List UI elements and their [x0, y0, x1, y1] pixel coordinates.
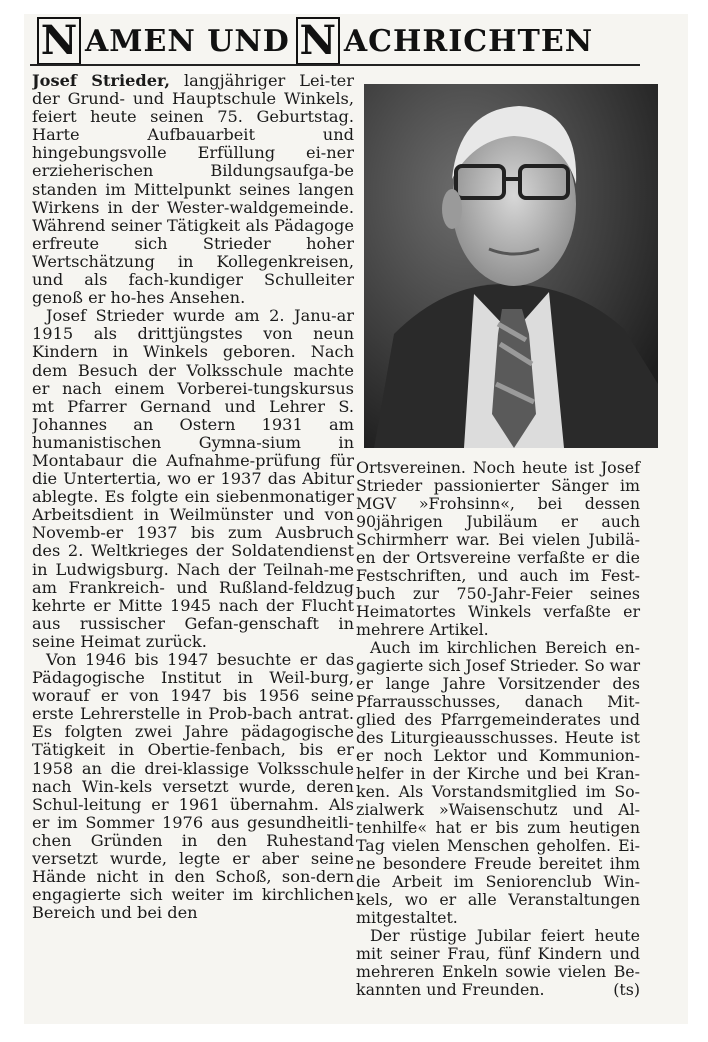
masthead-text-1: AMEN UND: [85, 23, 290, 59]
article-lead-name: Josef Strieder,: [32, 72, 171, 90]
article-paragraph-3-continued: Ortsvereinen. Noch heute ist Josef Strieder passionierter Sänger im MGV »Frohsinn«, bei dessen 90jährigen Jubiläum er auch Schirmherr war. Bei vielen Jubilä-en der Ortsvereine verfaßte er die Festschriften, und auch im Fest-buch zur 750-Jahr-Feier seines Heimatortes Winkels verfaßte er mehrere Artikel.: [356, 458, 640, 639]
article-paragraph-1: [32, 72, 354, 307]
masthead-initial-2: N: [296, 17, 340, 65]
article-paragraph-4: Auch im kirchlichen Bereich en-gagierte sich Josef Strieder. So war er lange Jahre Vorsitzender des Pfarrausschusses, danach Mit-glied des Pfarrgemeinderates und des Liturgieausschusses. Heute ist er noch Lektor und Kommunion-helfer in der Kirche und bei Kran-ken. Als Vorstandsmitglied im So-zialwerk »Waisenschutz und Al-tenhilfe« hat er bis zum heutigen Tag vielen Menschen geholfen. Ei-ne besondere Freude bereitet ihm die Arbeit im Seniorenclub Win-kels, wo er alle Veranstaltungen mitgestaltet.: [356, 638, 640, 927]
article-paragraph-5: [356, 927, 640, 999]
masthead-initial-1: N: [37, 17, 81, 65]
article-paragraph-1-text: langjähriger Lei-ter der Grund- und Hauptschule Winkels, feiert heute seinen 75. Geburtstag. Harte Aufbauarbeit und hingebungsvolle Erfüllung ei-ner erzieherischen Bildungsaufga-be standen im Mittelpunkt seines langen Wirkens in der Wester-waldgemeinde. Während seiner Tätigkeit als Pädagoge erfreute sich Strieder hoher Wertschätzung in Kollegenkreisen, und als fach-kundiger Schulleiter genoß er ho-hes Ansehen.: [32, 72, 354, 308]
masthead-rule: [30, 64, 640, 66]
masthead-text-2: ACHRICHTEN: [343, 23, 594, 59]
masthead: [37, 18, 637, 64]
article-paragraph-2: Josef Strieder wurde am 2. Janu-ar 1915 als drittjüngstes von neun Kindern in Winkels geboren. Nach dem Besuch der Volksschule machte er nach einem Vorberei-tungskursus mt Pfarrer Gernand und Lehrer S. Johannes an Ostern 1931 am humanistischen Gymna-sium in Montabaur die Aufnahme-prüfung für die Untertertia, wo er 1937 das Abitur ablegte. Es folgte ein siebenmonatiger Arbeitsdient in Weilmünster und von Novemb-er 1937 bis zum Ausbruch des 2. Weltkrieges der Soldatendienst in Ludwigsburg. Nach der Teilnah-me am Frankreich- und Rußland-feldzug kehrte er Mitte 1945 nach der Flucht aus russischer Gefan-genschaft in seine Heimat zurück.: [32, 306, 354, 651]
article-paragraph-3: Von 1946 bis 1947 besuchte er das Pädagogische Institut in Weil-burg, worauf er von 1947 bis 1956 seine erste Lehrerstelle in Prob-bach antrat. Es folgten zwei Jahre pädagogische Tätigkeit in Obertie-fenbach, bis er 1958 an die drei-klassige Volksschule nach Win-kels versetzt wurde, deren Schul-leitung er 1961 übernahm. Als er im Sommer 1976 aus gesundheitli-chen Gründen in den Ruhestand versetzt wurde, legte er aber seine Hände nicht in den Schoß, son-dern engagierte sich weiter im kirchlichen Bereich und bei den: [32, 650, 354, 923]
article-right-column: [356, 459, 640, 999]
article-paragraph-5-text: Der rüstige Jubilar feiert heute mit seiner Frau, fünf Kindern und mehreren Enkeln sowie vielen Be-kannten und Freunden.: [356, 926, 640, 999]
author-signature: (ts): [613, 980, 640, 999]
article-left-column: [32, 72, 354, 1022]
portrait-photo: [364, 84, 658, 448]
